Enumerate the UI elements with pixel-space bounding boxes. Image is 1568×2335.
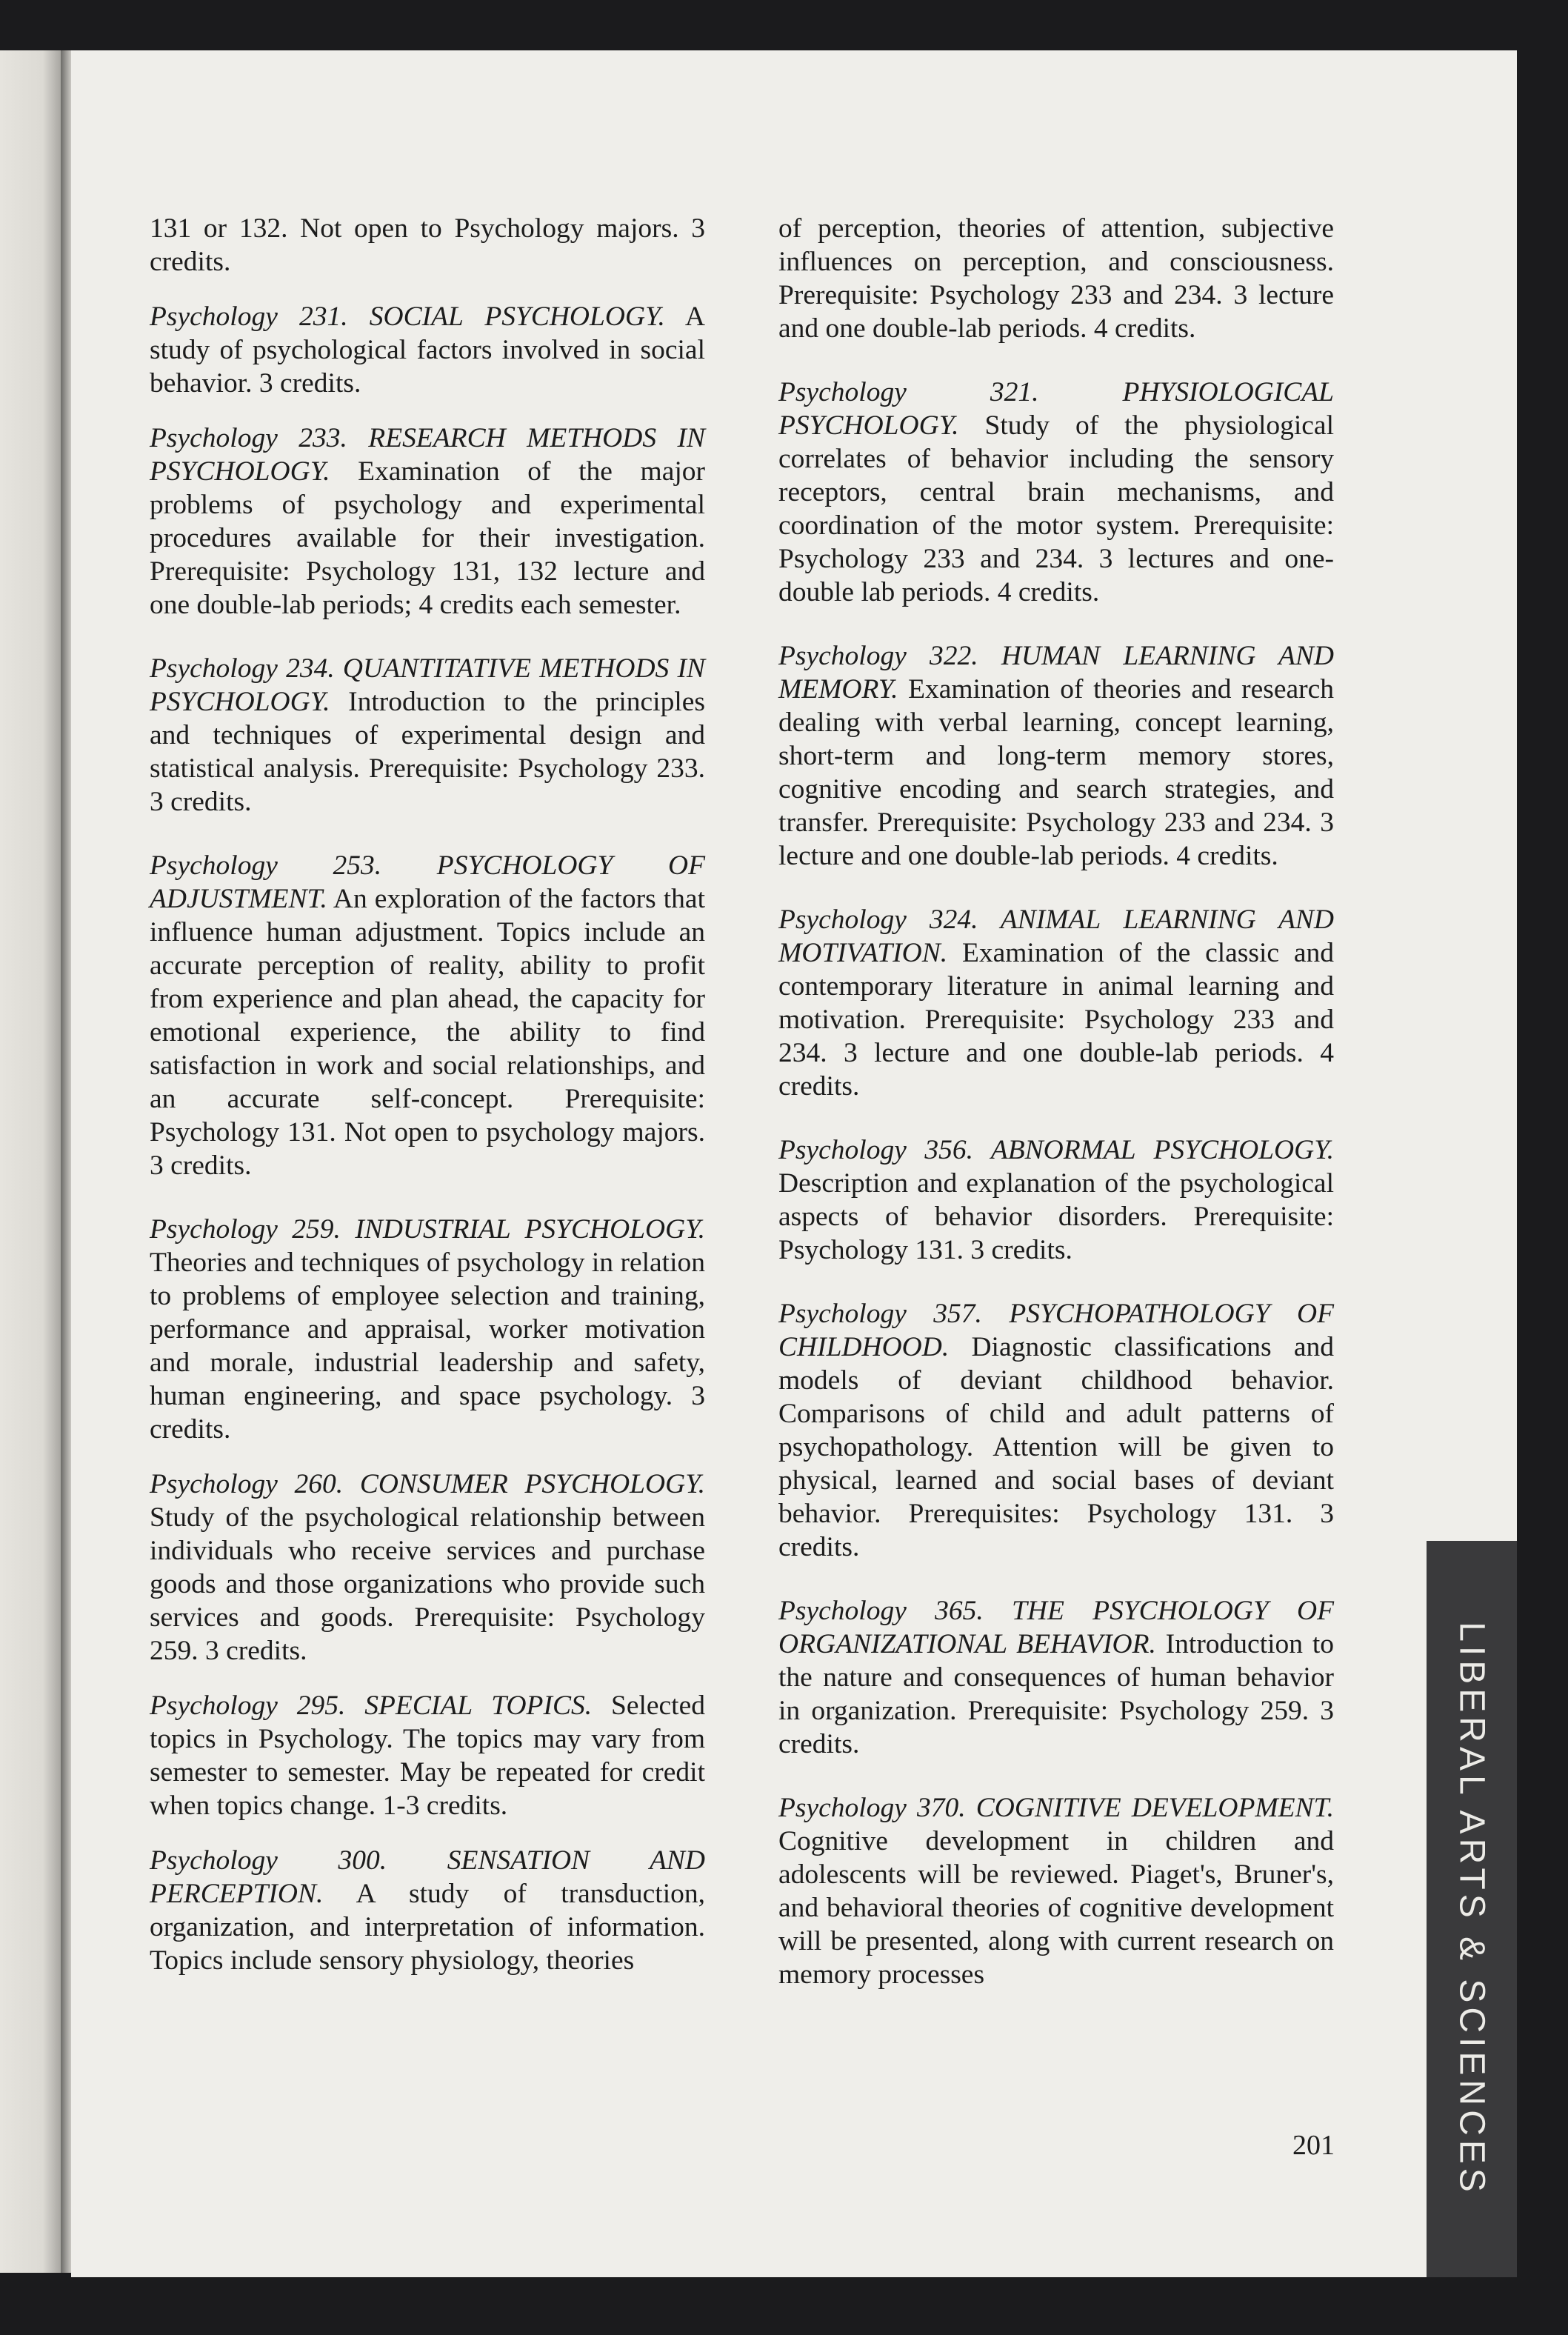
course-description: Study of the physiological correlates of behavior including the sensory receptors, central brain mechanisms, and coordination of the motor system. Prerequisite: Psychology 233 and 234. 3 lectures and one-double lab periods. 4 credits. bbox=[778, 410, 1334, 607]
course-entry bbox=[778, 1594, 1334, 1761]
course-description: Cognitive development in children and adolescents will be reviewed. Piaget's, Bruner's, and behavioral theories of cognitive development will be presented, along with current research on memory processes bbox=[778, 1826, 1334, 1990]
course-description: Diagnostic classifications and models of deviant childhood behavior. Comparisons of child and adult patterns of psychopathology. Attention will be given to physical, learned and social bases of deviant behavior. Prerequisites: Psychology 131. 3 credits. bbox=[778, 1332, 1335, 1562]
course-description: Examination of the classic and contemporary literature in animal learning and motivation. Prerequisite: Psychology 233 and 234. 3 lecture and one double-lab periods. 4 credits. bbox=[778, 938, 1335, 1102]
course-heading: Psychology 233. RESEARCH METHODS IN PSYCHOLOGY. bbox=[150, 423, 705, 487]
book-gutter bbox=[61, 50, 71, 2273]
course-heading: Psychology 370. COGNITIVE DEVELOPMENT. bbox=[778, 1793, 1334, 1823]
section-tab-label: LIBERAL ARTS & SCIENCES bbox=[1452, 1622, 1492, 2196]
course-entry bbox=[150, 849, 705, 1182]
course-entry bbox=[150, 1213, 705, 1446]
course-heading: Psychology 253. PSYCHOLOGY OF ADJUSTMENT. bbox=[150, 850, 705, 914]
course-heading: Psychology 259. INDUSTRIAL PSYCHOLOGY. bbox=[150, 1214, 705, 1245]
course-heading: Psychology 356. ABNORMAL PSYCHOLOGY. bbox=[778, 1135, 1334, 1165]
course-description: Study of the psychological relationship between individuals who receive services and purchase goods and those organizations who provide such services and goods. Prerequisite: Psychology 259. 3 credits. bbox=[150, 1502, 705, 1666]
course-heading: Psychology 324. ANIMAL LEARNING AND MOTIVATION. bbox=[778, 905, 1334, 968]
course-description: An exploration of the factors that influence human adjustment. Topics include an accurate perception of reality, ability to profit from experience and plan ahead, the capacity for emotional experience, the ability to find satisfaction in work and social relationships, and an accurate self-concept. Prerequisite: Psychology 131. Not open to psychology majors. 3 credits. bbox=[150, 884, 705, 1181]
course-entry bbox=[150, 652, 705, 819]
course-entry bbox=[778, 376, 1334, 609]
course-heading: Psychology 234. QUANTITATIVE METHODS IN PSYCHOLOGY. bbox=[150, 653, 705, 717]
course-description: Introduction to the nature and consequences of human behavior in organization. Prerequisite: Psychology 259. 3 credits. bbox=[778, 1629, 1334, 1759]
course-entry bbox=[778, 639, 1334, 873]
course-entry bbox=[778, 1791, 1334, 1991]
course-description: Introduction to the principles and techniques of experimental design and statistical analysis. Prerequisite: Psychology 233. 3 credits. bbox=[150, 687, 706, 817]
course-heading: Psychology 365. THE PSYCHOLOGY OF ORGANIZATIONAL BEHAVIOR. bbox=[778, 1596, 1334, 1659]
course-description: Theories and techniques of psychology in relation to problems of employee selection and training, performance and appraisal, worker motivation and morale, industrial leadership and safety, human engineering, and space psychology. 3 credits. bbox=[150, 1248, 705, 1445]
course-heading: Psychology 322. HUMAN LEARNING AND MEMORY. bbox=[778, 641, 1334, 705]
course-description: Examination of the major problems of psychology and experimental procedures available for their investigation. Prerequisite: Psychology 131, 132 lecture and one double-lab periods; 4 credits each semester. bbox=[150, 456, 706, 620]
course-heading: Psychology 295. SPECIAL TOPICS. bbox=[150, 1691, 593, 1721]
course-heading: Psychology 321. PHYSIOLOGICAL PSYCHOLOGY. bbox=[778, 377, 1334, 441]
course-entry bbox=[778, 1297, 1334, 1564]
course-description: A study of transduction, organization, and interpretation of information. Topics include sensory physiology, theories bbox=[150, 1879, 705, 1976]
left-column bbox=[150, 212, 705, 1999]
course-entry bbox=[150, 300, 705, 400]
course-entry bbox=[150, 1689, 705, 1822]
course-description: Description and explanation of the psychological aspects of behavior disorders. Prerequisite: Psychology 131. 3 credits. bbox=[778, 1168, 1334, 1265]
continued-text: 131 or 132. Not open to Psychology majors. 3 credits. bbox=[150, 213, 705, 277]
course-heading: Psychology 300. SENSATION AND PERCEPTION. bbox=[150, 1845, 705, 1909]
course-entry bbox=[150, 1468, 705, 1668]
course-heading: Psychology 357. PSYCHOPATHOLOGY OF CHILDHOOD. bbox=[778, 1299, 1334, 1362]
course-description: A study of psychological factors involved in social behavior. 3 credits. bbox=[150, 302, 705, 399]
course-entry bbox=[150, 1844, 705, 1977]
page-number: 201 bbox=[1292, 2130, 1335, 2161]
right-column bbox=[778, 212, 1334, 2013]
course-entry bbox=[778, 903, 1334, 1103]
course-heading: Psychology 260. CONSUMER PSYCHOLOGY. bbox=[150, 1469, 705, 1499]
facing-page-edge bbox=[0, 50, 61, 2273]
course-entry bbox=[150, 422, 705, 622]
catalog-page bbox=[71, 50, 1517, 2277]
course-description: Examination of theories and research dealing with verbal learning, concept learning, short-term and long-term memory stores, cognitive encoding and search strategies, and transfer. Prerequisite: Psychology 233 and 234. 3 lecture and one double-lab periods. 4 credits. bbox=[778, 674, 1335, 871]
section-thumb-tab bbox=[1427, 1541, 1517, 2277]
course-entry bbox=[778, 1133, 1334, 1267]
course-heading: Psychology 231. SOCIAL PSYCHOLOGY. bbox=[150, 302, 665, 332]
continued-text: of perception, theories of attention, subjective influences on perception, and consciousness. Prerequisite: Psychology 233 and 234. 3 lecture and one double-lab periods. 4 credits. bbox=[778, 213, 1334, 344]
course-description: Selected topics in Psychology. The topics may vary from semester to semester. May be repeated for credit when topics change. 1-3 credits. bbox=[150, 1691, 705, 1821]
